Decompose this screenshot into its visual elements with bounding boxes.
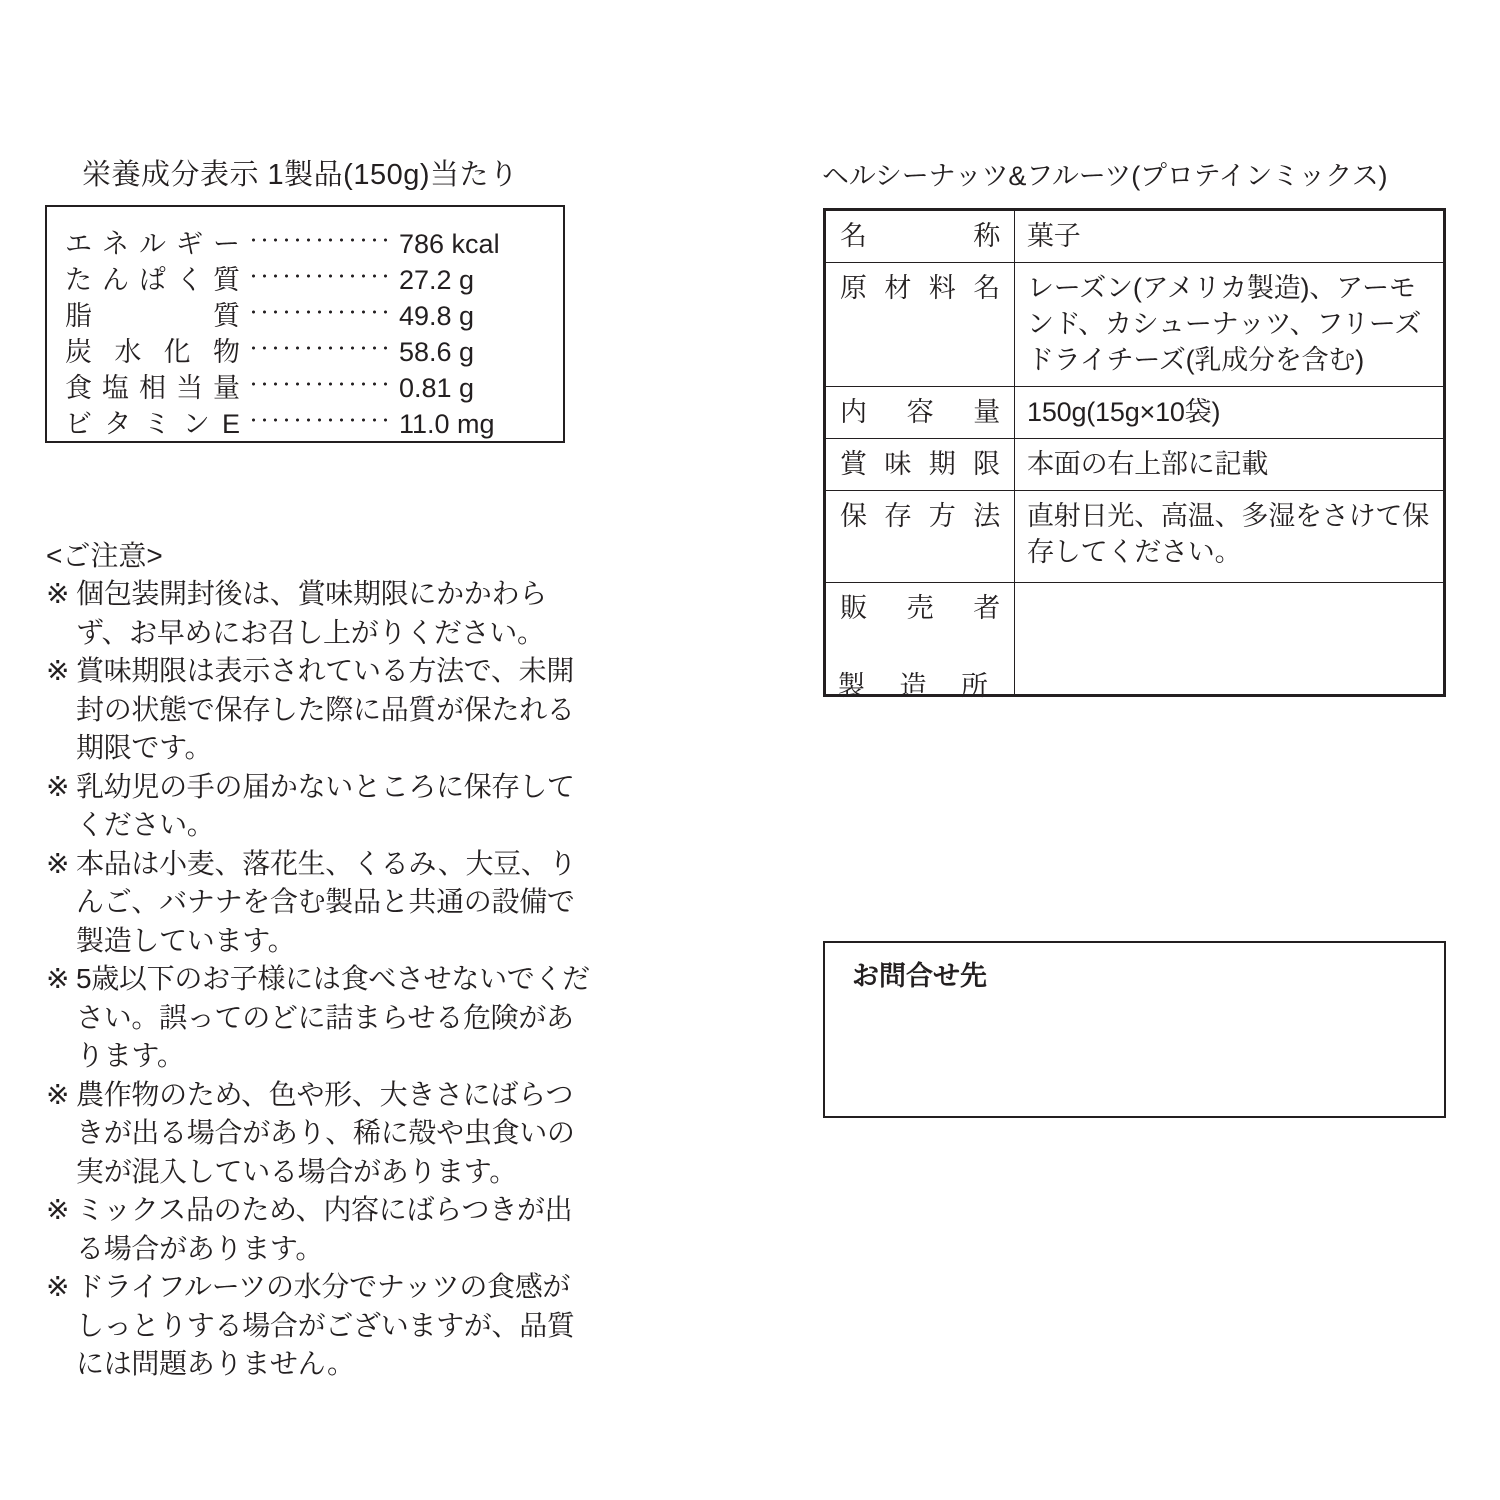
note-text: 賞味期限は表示されている方法で、未開封の状態で保存した際に品質が保たれる期限です。 (76, 655, 575, 763)
leader-dots (248, 397, 393, 433)
row-header-ingredients: 原材料名 (826, 263, 1015, 387)
note-bullet-mark: ※ (46, 770, 70, 802)
caution-note-item (46, 768, 591, 845)
leader-dots (248, 361, 393, 397)
table-row (826, 211, 1444, 263)
row-value-ingredients: レーズン(アメリカ製造)、アーモンド、カシューナッツ、フリーズドライチーズ(乳成分を含む) (1015, 263, 1444, 387)
caution-note-item (46, 1076, 591, 1192)
nutrition-label: 食塩相当量 (65, 373, 240, 403)
note-bullet-mark: ※ (46, 578, 70, 609)
manufacturer-label: 製造所 (838, 671, 988, 701)
row-header-storage: 保存方法 (826, 491, 1015, 583)
note-bullet-mark: ※ (46, 847, 70, 879)
note-text: ミックス品のため、内容にばらつきが出る場合があります。 (76, 1194, 573, 1264)
note-text: 個包装開封後は、賞味期限にかかわらず、お早めにお召し上がりください。 (76, 578, 547, 648)
note-bullet-mark: ※ (46, 963, 70, 994)
caution-note-item (46, 575, 591, 652)
table-row (826, 387, 1444, 439)
caution-note-item (46, 845, 591, 961)
note-text: 農作物のため、色や形、大きさにばらつきが出る場合があり、稀に殻や虫食いの実が混入している場合があります。 (76, 1078, 575, 1187)
nutrition-facts-table (45, 205, 565, 443)
note-bullet-mark: ※ (46, 1078, 70, 1110)
nutrition-value: 0.81 g (399, 373, 475, 403)
note-text: 5歳以下のお子様には食べさせないでください。誤ってのどに詰まらせる危険があります。 (76, 963, 590, 1071)
row-value-net-weight: 150g(15g×10袋) (1015, 387, 1444, 439)
nutrition-facts-heading: 栄養成分表示 1製品(150g)当たり (82, 159, 519, 191)
caution-note-item (46, 1191, 591, 1268)
row-value-name: 菓子 (1015, 211, 1444, 263)
nutrition-label: 脂質 (65, 301, 240, 331)
row-header-best-before: 賞味期限 (826, 439, 1015, 491)
leader-dots (248, 217, 393, 253)
nutrition-value: 27.2 g (399, 265, 475, 295)
row-header-seller: 販売者 (826, 583, 1015, 695)
product-info-table (823, 208, 1446, 697)
caution-heading: <ご注意> (46, 540, 163, 571)
product-title: ヘルシーナッツ&フルーツ(プロテインミックス) (822, 161, 1388, 191)
table-row (826, 491, 1444, 583)
caution-note-item (46, 960, 591, 1076)
caution-note-item (46, 1268, 591, 1384)
nutrition-value: 58.6 g (399, 337, 475, 367)
note-text: ドライフルーツの水分でナッツの食感がしっとりする場合がございますが、品質には問題ありません。 (76, 1271, 575, 1379)
table-row (826, 263, 1444, 387)
note-text: 本品は小麦、落花生、くるみ、大豆、りんご、バナナを含む製品と共通の設備で製造しています。 (76, 847, 577, 956)
nutrition-value: 786 kcal (399, 229, 500, 259)
nutrition-value: 11.0 mg (399, 409, 495, 439)
row-value-best-before: 本面の右上部に記載 (1015, 439, 1444, 491)
nutrition-label: 炭水化物 (65, 337, 240, 367)
nutrition-label: ビタミンE (65, 409, 240, 439)
leader-dots (248, 325, 393, 361)
leader-dots (248, 253, 393, 289)
row-header-net-weight: 内容量 (826, 387, 1015, 439)
row-value-storage: 直射日光、高温、多湿をさけて保存してください。 (1015, 491, 1444, 583)
nutrition-label: たんぱく質 (65, 265, 240, 295)
note-text: 乳幼児の手の届かないところに保存してください。 (76, 770, 575, 840)
nutrition-label: エネルギー (65, 229, 240, 259)
leader-dots (248, 289, 393, 325)
contact-label: お問合せ先 (852, 961, 987, 991)
contact-info-box (823, 941, 1446, 1118)
table-row (826, 439, 1444, 491)
nutrition-value: 49.8 g (399, 301, 475, 331)
note-bullet-mark: ※ (46, 1271, 70, 1302)
note-bullet-mark: ※ (46, 655, 70, 686)
note-bullet-mark: ※ (46, 1194, 70, 1225)
row-value-seller (1015, 583, 1444, 695)
caution-note-item (46, 652, 591, 768)
caution-notes-section (46, 537, 591, 1384)
nutrition-row-energy (65, 217, 547, 259)
row-header-name: 名称 (826, 211, 1015, 263)
